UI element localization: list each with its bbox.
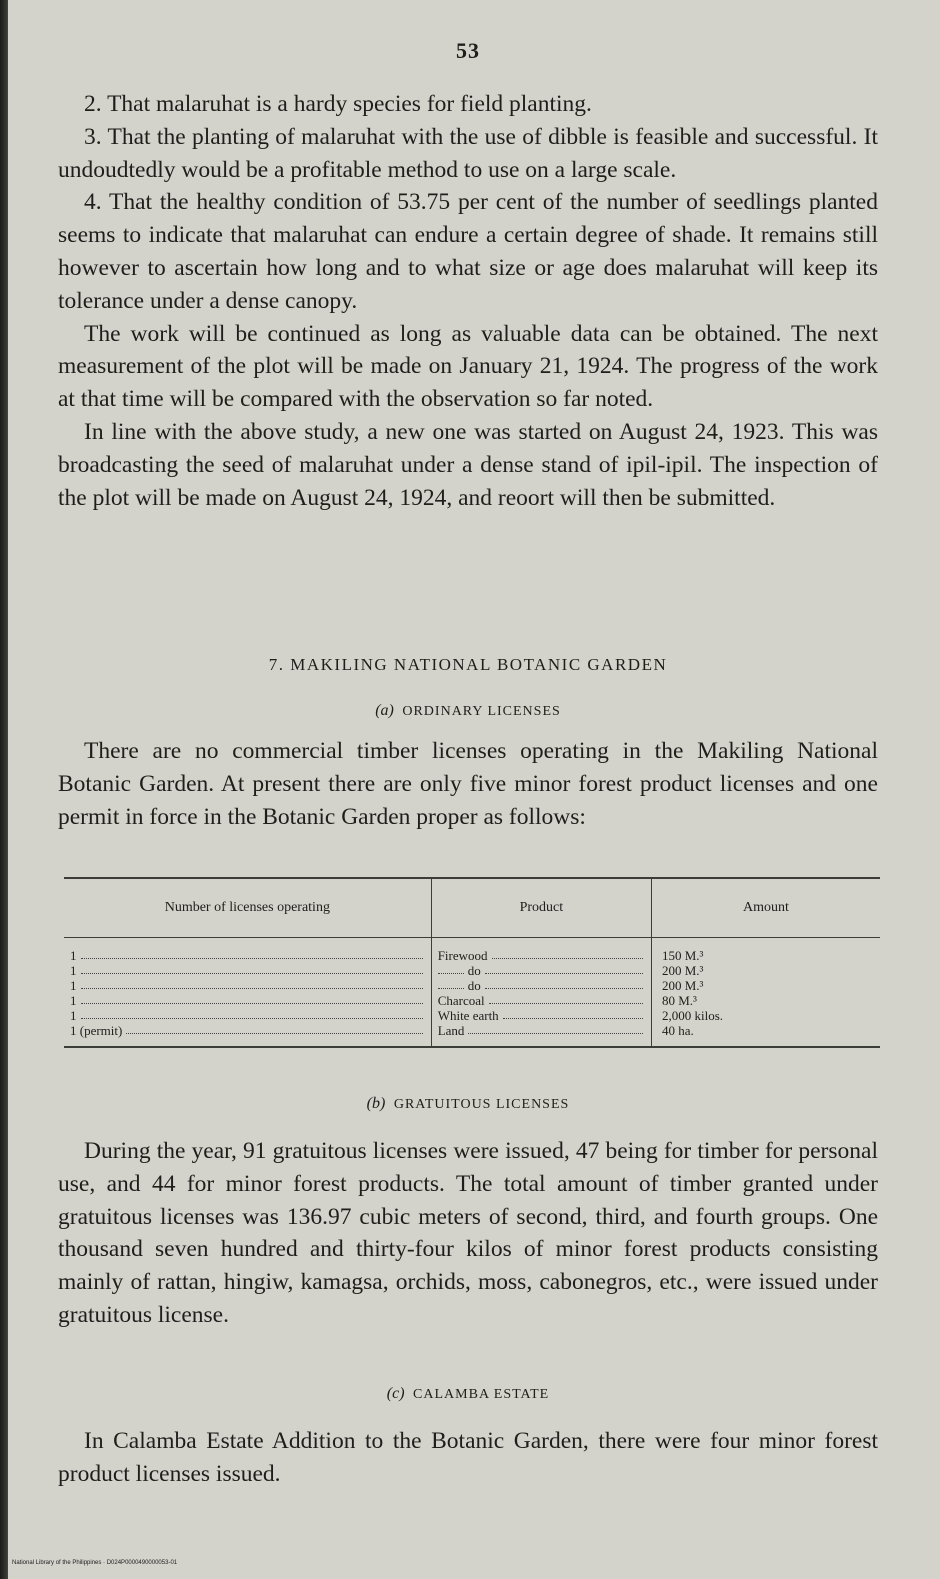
column-header-amount: Amount [652,878,881,938]
paragraph-conclusion-2: 2. That malaruhat is a hardy species for field planting. [84,91,592,117]
subheading-letter: (b) [366,1095,386,1112]
table-cell-number: 1 [70,1008,427,1023]
paragraph-conclusion-3: 3. That the planting of malaruhat with the use of dibble is feasible and successful. It undoudtedly would be a profitable method to use on a large scale. [58,123,878,183]
table-header-row [64,878,880,938]
table-cell-number: 1 [70,963,427,978]
scan-footer: National Library of the Philippines · D024P0000490000053-01 [12,1560,178,1566]
table-cell-amount: 40 ha. [662,1023,694,1038]
table-cell-product: do [438,978,647,993]
column-amount [652,938,881,1048]
table-cell-amount: 80 M.³ [662,993,697,1008]
subheading-title: GRATUITOUS LICENSES [393,1097,570,1112]
paragraph-calamba-estate: In Calamba Estate Addition to the Botanic Garden, there were four minor forest product licenses issued. [58,1428,878,1487]
table-cell-amount: 150 M.³ [662,948,704,963]
body-text-gratuitous-licenses [58,1135,878,1332]
body-text-calamba-estate [58,1425,878,1491]
table-cell-number: 1 [70,978,427,993]
table-cell-product: Charcoal [438,993,647,1008]
subheading-letter: (c) [386,1385,405,1402]
paragraph-new-study: In line with the above study, a new one was started on August 24, 1923. This was broadcasting the seed of malaruhat under a dense stand of ipil-ipil. The inspection of the plot will be made on August 24, 1924, and reoort will then be submitted. [58,418,878,511]
column-number [64,938,431,1048]
subheading-title: ORDINARY LICENSES [402,704,561,719]
paragraph-ordinary-licenses: There are no commercial timber licenses operating in the Makiling National Botanic Garden. At present there are only five minor forest product licenses and one permit in force in the Botanic Garden proper as follows: [58,738,878,830]
table-cell-number: 1 (permit) [70,1023,427,1038]
table-cell-amount: 2,000 kilos. [662,1008,724,1023]
subheading-letter: (a) [375,702,394,719]
table-cell-product: White earth [438,1008,647,1023]
subheading-gratuitous-licenses [8,1095,928,1113]
subheading-calamba-estate [8,1385,928,1403]
table-cell-product: do [438,963,647,978]
subheading-title: CALAMBA ESTATE [413,1387,550,1402]
table-body [64,938,880,1048]
section-heading: 7. MAKILING NATIONAL BOTANIC GARDEN [268,655,668,674]
body-text-top [58,88,878,514]
licenses-table [64,877,880,1048]
column-product [431,938,651,1048]
table-cell-amount: 200 M.³ [662,978,704,993]
table-cell-number: 1 [70,948,427,963]
document-page [8,0,940,1579]
paragraph-gratuitous-licenses: During the year, 91 gratuitous licenses were issued, 47 being for timber for personal use, and 44 for minor forest products. The total amount of timber granted under gratuitous licenses was 136.97 cubic meters of second, third, and fourth groups. One thousand seven hundred and thirty-four kilos of minor forest products consisting mainly of rattan, hingiw, kamagsa, orchids, moss, cabonegros, etc., were issued under gratuitous license. [58,1138,878,1328]
table-cell-number: 1 [70,993,427,1008]
column-header-product: Product [431,878,651,938]
table-cell-product: Land [438,1023,647,1038]
paragraph-conclusion-4: 4. That the healthy condition of 53.75 per cent of the number of seedlings planted seems to indicate that malaruhat can endure a certain degree of shade. It remains still however to ascertain how long and to what size or age does malaruhat will keep its tolerance under a dense canopy. [58,189,878,314]
body-text-ordinary-licenses [58,735,878,833]
page-number: 53 [456,38,480,63]
column-header-number: Number of licenses operating [64,878,431,938]
subheading-ordinary-licenses [8,702,928,720]
table-cell-product: Firewood [438,948,647,963]
table-cell-amount: 200 M.³ [662,963,704,978]
paragraph-work-continued: The work will be continued as long as valuable data can be obtained. The next measurement of the plot will be made on January 21, 1924. The progress of the work at that time will be compared with the observation so far noted. [58,320,878,413]
